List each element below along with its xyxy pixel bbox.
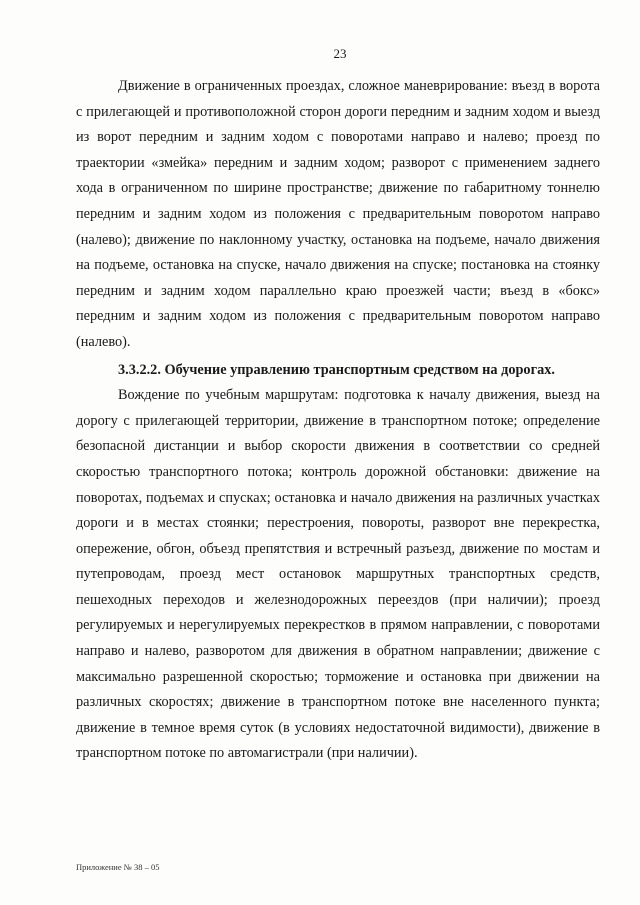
paragraph-road-driving: Вождение по учебным маршрутам: подготовка к началу движения, выезд на дорогу с прилегающей территории, движение в транспортном потоке; определение безопасной дистанции и выбор скорости движения в соответствии со средней скоростью транспортного потока; контроль дорожной обстановки: движение на поворотах, подъемах и спусках; остановка и начало движения на различных участках дороги и в местах стоянки; перестроения, повороты, разворот вне перекрестка, опережение, обгон, объезд препятствия и встречный разъезд, движение по мостам и путепроводам, проезд мест остановок маршрутных транспортных средств, пешеходных переходов и железнодорожных переездов (при наличии); проезд регулируемых и нерегулируемых перекрестков в прямом направлении, с поворотами направо и налево, разворотом для движения в обратном направлении; движение с максимально разрешенной скоростью; торможение и остановка при движении на различных скоростях; движение в транспортном потоке вне населенного пункта; движение в темное время суток (в условиях недостаточной видимости), движение в транспортном потоке по автомагистрали (при наличии). <box>76 387 600 762</box>
page-number: 23 <box>333 46 347 61</box>
paragraph-maneuvering: Движение в ограниченных проездах, сложное маневрирование: въезд в ворота с прилегающей и противоположной сторон дороги передним и задним ходом и выезд из ворот передним и задним ходом с поворотами направо и налево; проезд по траектории «змейка» передним и задним ходом; разворот с применением заднего хода в ограниченном по ширине пространстве; движение по габаритному тоннелю передним и задним ходом из положения с предварительным поворотом направо (налево); движение по наклонному участку, остановка на подъеме, начало движения на подъеме, остановка на спуске, начало движения на спуске; постановка на стоянку передним и задним ходом параллельно краю проезжей части; въезд в «бокс» передним и задним ходом из положения с предварительным поворотом направо (налево). <box>76 78 600 350</box>
document-body <box>76 74 600 767</box>
section-heading: 3.3.2.2. Обучение управлению транспортным средством на дорогах. <box>118 361 555 378</box>
footer-note: Приложение № 38 – 05 <box>76 862 160 872</box>
